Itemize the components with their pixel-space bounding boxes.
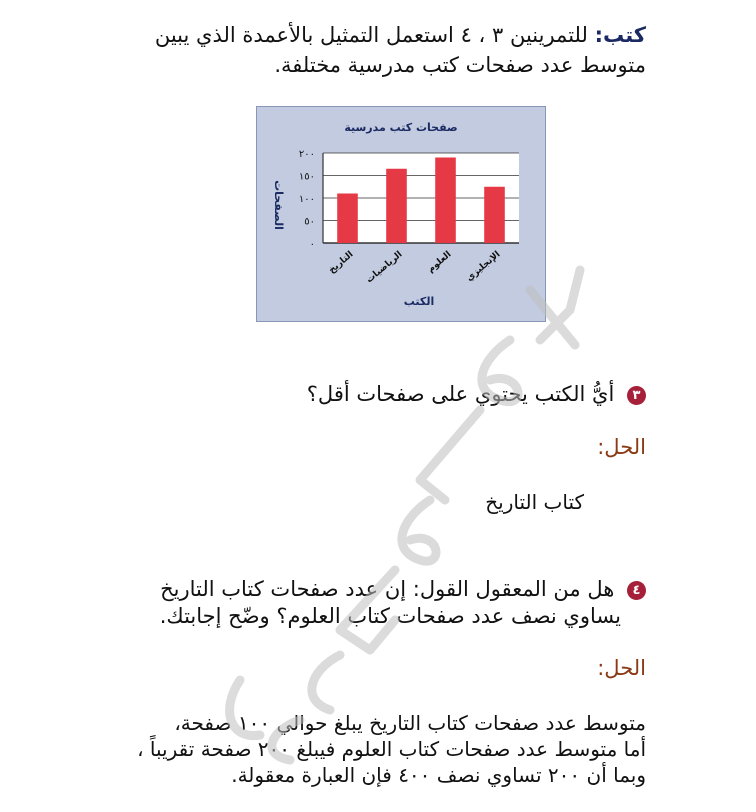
y-tick-label: ١٠٠ bbox=[298, 194, 315, 205]
chart-x-axis-label: الكتب bbox=[403, 295, 435, 308]
question-4-answer-line-2: أما متوسط عدد صفحات كتاب العلوم فيبلغ ٢٠٠ صفحة تقريباً ، bbox=[137, 737, 646, 761]
intro-line-2: متوسط عدد صفحات كتب مدرسية مختلفة. bbox=[274, 53, 646, 77]
x-tick-label: الإنجليزي bbox=[464, 249, 503, 284]
question-4 bbox=[160, 576, 646, 630]
question-4-line-1 bbox=[160, 576, 646, 603]
question-4-answer bbox=[137, 710, 646, 788]
y-tick-label: ٠ bbox=[309, 239, 315, 250]
question-4-answer-line-1: متوسط عدد صفحات كتاب التاريخ يبلغ حوالي ١٠٠ صفحة، bbox=[174, 711, 646, 735]
intro-text-1: للتمرينين ٣ ، ٤ استعمل التمثيل بالأعمدة الذي يبين bbox=[154, 23, 588, 47]
chart-title: صفحات كتب مدرسية bbox=[344, 121, 458, 134]
chart-plot-area bbox=[299, 149, 519, 285]
intro-keyword: كتب: bbox=[594, 23, 646, 47]
question-3-number: ٣ bbox=[627, 386, 646, 405]
x-tick-label: العلوم bbox=[425, 249, 454, 275]
question-4-solution-label: الحل: bbox=[597, 656, 646, 680]
bar-chart bbox=[257, 107, 545, 321]
bar bbox=[386, 169, 407, 243]
question-3-text: أيُّ الكتب يحتوي على صفحات أقل؟ bbox=[306, 382, 615, 406]
chart-y-axis-label: الصفحات bbox=[272, 180, 285, 230]
question-3 bbox=[307, 381, 646, 408]
question-3-answer: كتاب التاريخ bbox=[485, 490, 584, 514]
y-tick-label: ٢٠٠ bbox=[298, 149, 315, 160]
question-3-solution-label: الحل: bbox=[597, 435, 646, 459]
question-4-text-1: هل من المعقول القول: إن عدد صفحات كتاب التاريخ bbox=[160, 577, 615, 601]
bar bbox=[337, 194, 358, 244]
intro-line-1 bbox=[90, 20, 646, 50]
question-4-line-2: يساوي نصف عدد صفحات كتاب العلوم؟ وضّح إجابتك. bbox=[159, 604, 621, 628]
bar bbox=[484, 187, 505, 243]
intro-paragraph bbox=[90, 20, 646, 80]
question-4-answer-line-3: وبما أن ٢٠٠ تساوي نصف ٤٠٠ فإن العبارة معقولة. bbox=[231, 763, 646, 787]
y-tick-label: ٥٠ bbox=[304, 216, 315, 228]
x-tick-label: الرياضيات bbox=[364, 249, 405, 286]
question-4-number: ٤ bbox=[627, 581, 646, 600]
bar-chart-figure bbox=[256, 106, 546, 322]
bar bbox=[435, 158, 456, 244]
x-tick-label: التاريخ bbox=[327, 249, 356, 276]
y-tick-label: ١٥٠ bbox=[298, 171, 315, 183]
